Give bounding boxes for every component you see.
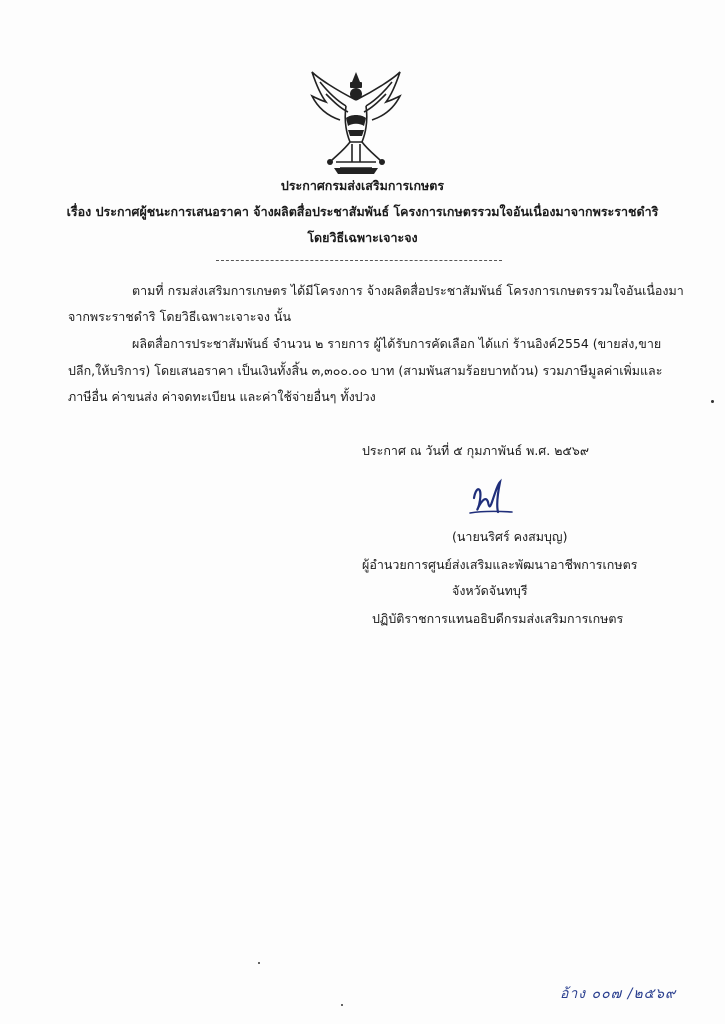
handwritten-reference-note: อ้าง ๐๐๗ /๒๕๖๙ <box>560 986 677 1002</box>
document-header-org: ประกาศกรมส่งเสริมการเกษตร <box>280 178 445 193</box>
signatory-name: (นายนริศร์ คงสมบุญ) <box>452 529 568 544</box>
garuda-emblem-icon <box>306 70 406 178</box>
body-line-4: ปลีก,ให้บริการ) โดยเสนอราคา เป็นเงินทั้งสิ้น ๓,๓๐๐.๐๐ บาท (สามพันสามร้อยบาทถ้วน) รวมภาษีมูลค่าเพิ่มและ <box>68 363 663 378</box>
body-line-2: จากพระราชดำริ โดยวิธีเฉพาะเจาะจง นั้น <box>68 309 292 324</box>
procurement-method: โดยวิธีเฉพาะเจาะจง <box>307 230 418 245</box>
signatory-position-3: ปฏิบัติราชการแทนอธิบดีกรมส่งเสริมการเกษตร <box>372 611 624 626</box>
signatory-position-1: ผู้อำนวยการศูนย์ส่งเสริมและพัฒนาอาชีพการเกษตร <box>362 557 638 572</box>
body-line-1: ตามที่ กรมส่งเสริมการเกษตร ได้มีโครงการ จ้างผลิตสื่อประชาสัมพันธ์ โครงการเกษตรรวมใจอันเนื่องมา <box>132 283 684 298</box>
header-divider <box>216 260 502 261</box>
signature-mark <box>468 478 516 516</box>
announcement-date: ประกาศ ณ วันที่ ๕ กุมภาพันธ์ พ.ศ. ๒๕๖๙ <box>362 443 589 458</box>
scan-speck <box>341 1004 343 1006</box>
scan-speck <box>258 962 260 964</box>
scan-speck <box>711 400 714 403</box>
document-subject: เรื่อง ประกาศผู้ชนะการเสนอราคา จ้างผลิตสื่อประชาสัมพันธ์ โครงการเกษตรรวมใจอันเนื่องมาจากพระราชดำริ <box>66 204 659 219</box>
body-line-3: ผลิตสื่อการประชาสัมพันธ์ จำนวน ๒ รายการ ผู้ได้รับการคัดเลือก ได้แก่ ร้านอิงค์2554 (ขายส่ง,ขาย <box>132 336 662 351</box>
signatory-position-2: จังหวัดจันทบุรี <box>452 583 528 598</box>
body-line-5: ภาษีอื่น ค่าขนส่ง ค่าจดทะเบียน และค่าใช้จ่ายอื่นๆ ทั้งปวง <box>68 389 376 404</box>
